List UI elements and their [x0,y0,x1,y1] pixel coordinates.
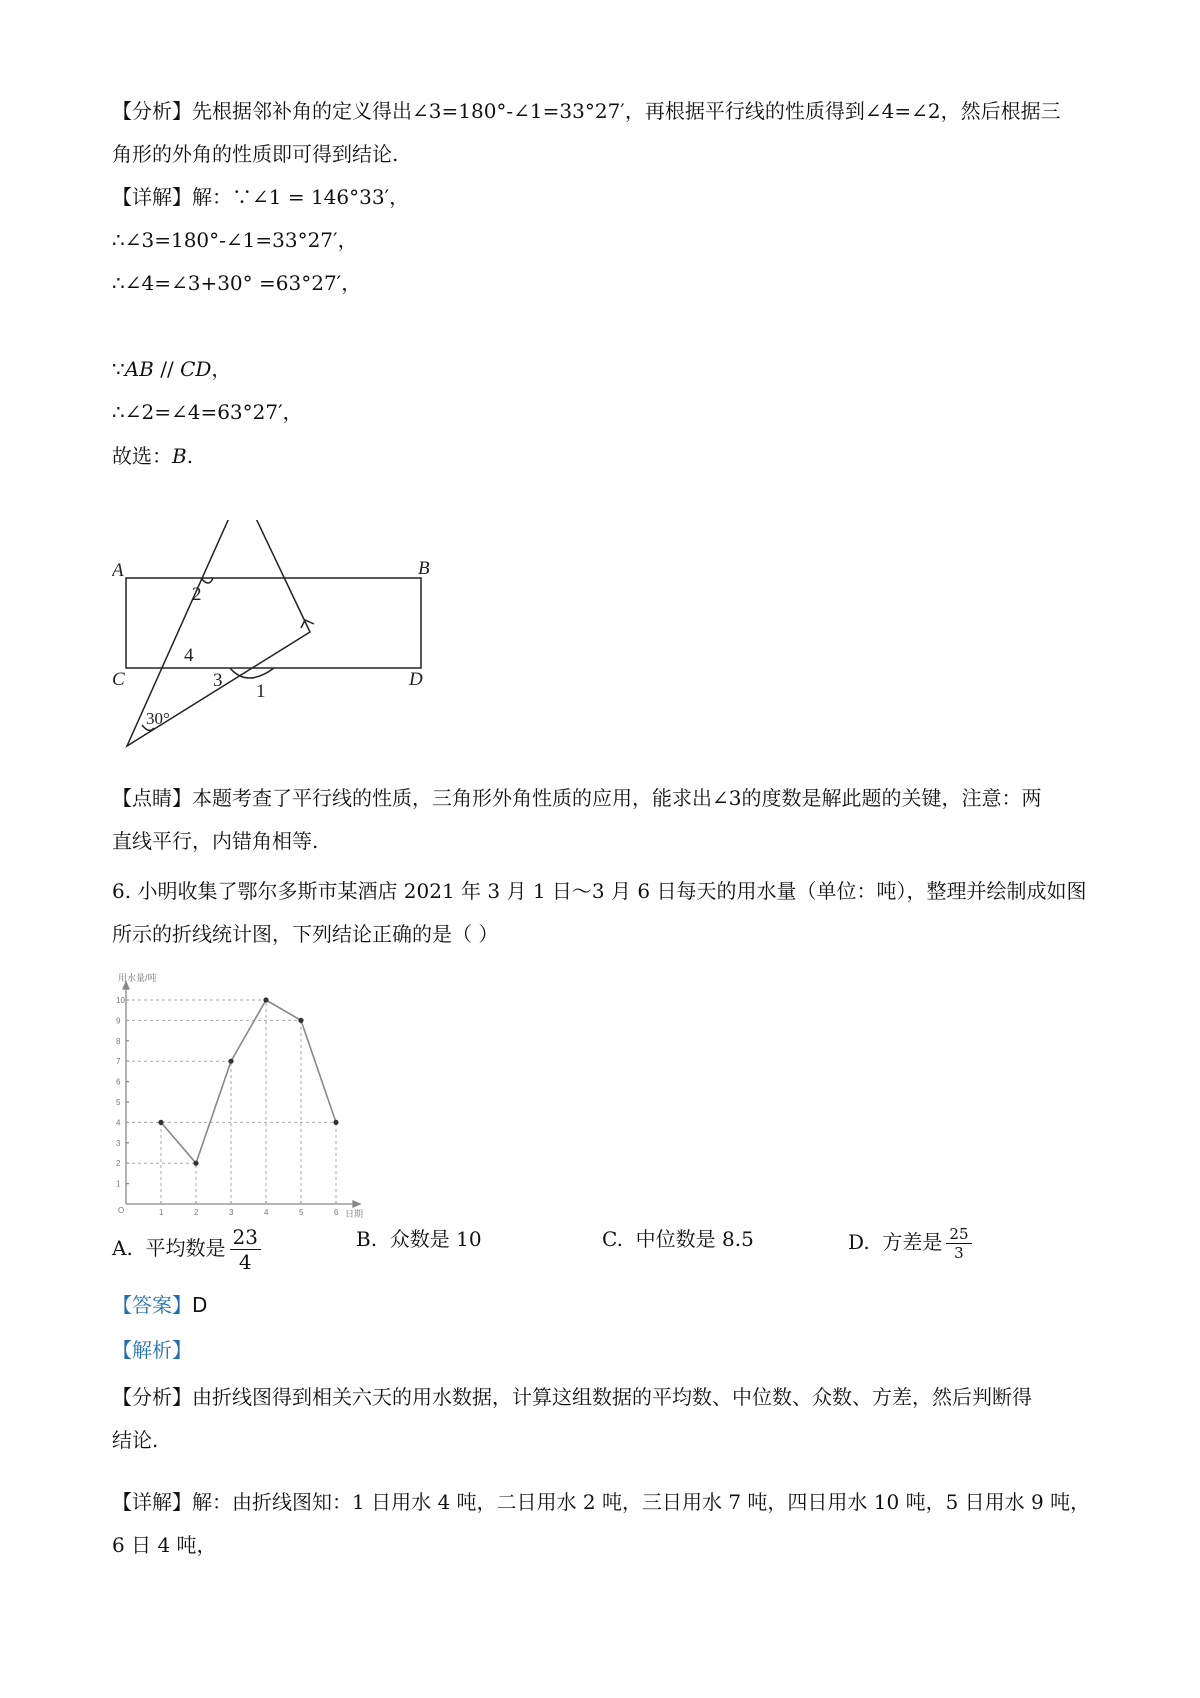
y-tick-label: 3 [116,1138,121,1148]
data-point [263,997,268,1002]
option-text: 中位数是 8.5 [635,1227,754,1251]
series-line [161,1000,336,1163]
comment-line-2: 直线平行，内错角相等. [112,829,319,853]
option-b[interactable] [356,1225,482,1253]
chart-origin-label: O [118,1206,125,1215]
label-angle-3: 3 [213,670,223,691]
y-tick-label: 7 [116,1057,121,1067]
y-tick-label: 4 [116,1118,121,1128]
x-tick-label: 1 [159,1208,164,1217]
x-axis-arrow [353,1201,360,1207]
solution-line-1: 【详解】解：∵∠1 = 146°33′， [112,185,410,209]
data-point [193,1161,198,1166]
label-angle-30: 30° [146,709,170,728]
x-tick-label: 6 [334,1208,339,1217]
answer-line [112,1291,207,1319]
x-tick-label: 3 [229,1208,234,1217]
label-angle-2: 2 [192,584,202,605]
question-6-line-1: 6. 小明收集了鄂尔多斯市某酒店 2021 年 3 月 1 日～3 月 6 日每天的用水量（单位：吨），整理并绘制成如图 [112,879,1087,903]
solution-line-2: ∴∠3=180°-∠1=33°27′， [112,228,358,252]
analysis-line-2: 角形的外角的性质即可得到结论. [112,142,399,166]
y-tick-label: 1 [116,1179,121,1189]
analysis-line-1: 【分析】先根据邻补角的定义得出∠3=180°-∠1=33°27′，再根据平行线的性质得到∠4=∠2，然后根据三 [112,99,1061,123]
y-tick-label: 2 [116,1159,121,1169]
numerator: 25 [946,1225,971,1244]
chart-xlabel: 日期 [345,1209,364,1219]
comment-line-1: 【点睛】本题考查了平行线的性质，三角形外角性质的应用，能求出∠3的度数是解此题的关键，注意：两 [112,786,1042,810]
choice-line [112,442,193,470]
solution-line-3: ∴∠4=∠3+30° =63°27′， [112,271,362,295]
solution-6-line-1: 【详解】解：由折线图知：1 日用水 4 吨，二日用水 2 吨，三日用水 7 吨，四日用水 10 吨，5 日用水 9 吨， [112,1490,1091,1514]
x-tick-label: 2 [194,1208,199,1217]
y-tick-label: 9 [116,1016,121,1026]
label-c: C [112,669,125,690]
solution-6-line-2: 6 日 4 吨， [112,1533,217,1557]
label-angle-4: 4 [184,645,194,666]
text: ， [211,357,232,381]
segment-ab: AB [124,357,154,381]
option-key: B. [356,1227,378,1251]
numerator: 23 [230,1225,261,1250]
solution-line-5: ∴∠2=∠4=63°27′， [112,400,303,424]
option-text: 平均数是 [145,1236,226,1260]
data-point [333,1120,338,1125]
data-point [298,1018,303,1023]
explanation-label: 【解析】 [112,1338,192,1362]
y-tick-label: 8 [116,1036,121,1046]
fraction [946,1225,971,1262]
fraction [230,1225,261,1274]
text: // [153,357,181,381]
text: 故选： [112,444,172,468]
geometry-figure [112,520,472,750]
data-point [158,1120,163,1125]
option-key: A. [112,1236,133,1260]
x-tick-label: 5 [299,1208,304,1217]
text: ∵ [112,357,125,381]
y-tick-label: 6 [116,1077,121,1087]
segment-cd: CD [180,357,212,381]
denominator: 4 [238,1250,252,1274]
y-tick-label: 10 [116,996,125,1005]
label-angle-1: 1 [256,681,266,702]
denominator: 3 [954,1244,964,1262]
option-c[interactable] [602,1225,754,1253]
analysis-6-line-1: 【分析】由折线图得到相关六天的用水数据，计算这组数据的平均数、中位数、众数、方差，然后判断得 [112,1385,1032,1409]
option-d[interactable] [848,1225,972,1262]
answer-value: D [192,1293,208,1317]
answer-label: 【答案】 [112,1293,192,1317]
chart-ylabel: 用水量/吨 [118,973,157,983]
label-a: A [112,560,124,581]
question-6-line-2: 所示的折线统计图，下列结论正确的是（ ） [112,922,499,946]
option-a[interactable] [112,1225,261,1274]
analysis-6-line-2: 结论. [112,1428,159,1452]
water-usage-chart [112,970,392,1220]
label-b: B [418,558,430,579]
data-point [228,1059,233,1064]
y-tick-label: 5 [116,1098,121,1107]
text: . [186,444,194,468]
solution-line-4 [112,355,231,383]
option-key: C. [602,1227,623,1251]
angle-1-arc [230,668,274,678]
y-axis-arrow [123,982,129,989]
x-tick-label: 4 [264,1208,269,1217]
option-text: 众数是 10 [389,1227,482,1251]
option-key: D. [848,1230,870,1254]
choice-letter: B [172,444,187,468]
option-text: 方差是 [882,1230,943,1254]
label-d: D [409,669,423,690]
